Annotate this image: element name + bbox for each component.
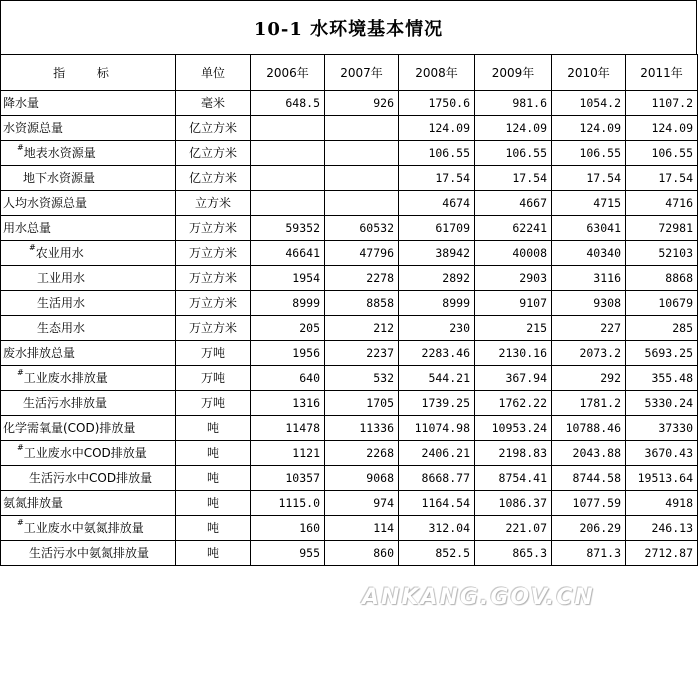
value-cell: 8999 (399, 291, 475, 316)
indicator-label: 生活污水中氨氮排放量 (29, 546, 150, 560)
value-cell: 2283.46 (399, 341, 475, 366)
value-cell: 8668.77 (399, 466, 475, 491)
value-cell: 206.29 (552, 516, 626, 541)
value-cell: 285 (626, 316, 698, 341)
value-cell: 2268 (325, 441, 399, 466)
value-cell: 8744.58 (552, 466, 626, 491)
value-cell: 17.54 (475, 166, 552, 191)
value-cell: 852.5 (399, 541, 475, 566)
value-cell: 61709 (399, 216, 475, 241)
value-cell: 11074.98 (399, 416, 475, 441)
value-cell: 106.55 (626, 141, 698, 166)
table-row (1, 216, 698, 241)
subitem-marker: # (17, 518, 24, 527)
indicator-label: 地表水资源量 (23, 146, 96, 160)
value-cell: 4715 (552, 191, 626, 216)
header-year: 2009年 (475, 55, 552, 91)
table-row (1, 441, 698, 466)
header-year: 2006年 (251, 55, 325, 91)
value-cell: 2406.21 (399, 441, 475, 466)
table-title: 10-1 水环境基本情况 (0, 0, 697, 54)
value-cell: 124.09 (399, 116, 475, 141)
value-cell: 47796 (325, 241, 399, 266)
value-cell: 5330.24 (626, 391, 698, 416)
value-cell: 9308 (552, 291, 626, 316)
indicator-label: 降水量 (3, 96, 40, 110)
unit-cell: 万立方米 (176, 316, 251, 341)
value-cell (251, 166, 325, 191)
value-cell: 11336 (325, 416, 399, 441)
value-cell: 62241 (475, 216, 552, 241)
value-cell: 292 (552, 366, 626, 391)
value-cell: 4667 (475, 191, 552, 216)
value-cell: 59352 (251, 216, 325, 241)
value-cell: 10953.24 (475, 416, 552, 441)
indicator-label: 地下水资源量 (23, 171, 96, 185)
indicator-cell (1, 91, 176, 116)
subitem-marker: # (17, 368, 24, 377)
header-year: 2008年 (399, 55, 475, 91)
value-cell: 1121 (251, 441, 325, 466)
value-cell: 10357 (251, 466, 325, 491)
indicator-label: 工业废水排放量 (23, 371, 108, 385)
unit-cell: 万立方米 (176, 266, 251, 291)
table-row (1, 191, 698, 216)
value-cell: 4674 (399, 191, 475, 216)
table-row (1, 391, 698, 416)
value-cell: 17.54 (552, 166, 626, 191)
value-cell: 3116 (552, 266, 626, 291)
indicator-cell (1, 116, 176, 141)
value-cell: 3670.43 (626, 441, 698, 466)
value-cell: 955 (251, 541, 325, 566)
header-indicator: 指 标 (1, 55, 176, 91)
indicator-label: 生活用水 (37, 296, 86, 310)
value-cell: 11478 (251, 416, 325, 441)
indicator-cell (1, 266, 176, 291)
value-cell: 1781.2 (552, 391, 626, 416)
unit-cell: 吨 (176, 416, 251, 441)
unit-cell: 万吨 (176, 391, 251, 416)
table-row (1, 141, 698, 166)
unit-cell: 万吨 (176, 341, 251, 366)
value-cell: 72981 (626, 216, 698, 241)
value-cell: 2892 (399, 266, 475, 291)
value-cell (325, 141, 399, 166)
value-cell: 106.55 (552, 141, 626, 166)
value-cell: 9107 (475, 291, 552, 316)
unit-cell: 亿立方米 (176, 166, 251, 191)
indicator-label: 生活污水中COD排放量 (29, 471, 153, 485)
indicator-label: 工业废水中氨氮排放量 (23, 521, 144, 535)
indicator-label: 工业用水 (37, 271, 86, 285)
indicator-cell (1, 241, 176, 266)
header-unit: 单位 (176, 55, 251, 91)
indicator-cell (1, 491, 176, 516)
value-cell: 40008 (475, 241, 552, 266)
value-cell: 8858 (325, 291, 399, 316)
indicator-cell (1, 216, 176, 241)
value-cell: 926 (325, 91, 399, 116)
value-cell: 981.6 (475, 91, 552, 116)
value-cell: 40340 (552, 241, 626, 266)
header-year: 2011年 (626, 55, 698, 91)
value-cell: 38942 (399, 241, 475, 266)
value-cell: 2130.16 (475, 341, 552, 366)
indicator-cell (1, 416, 176, 441)
value-cell: 1077.59 (552, 491, 626, 516)
table-row (1, 91, 698, 116)
value-cell: 860 (325, 541, 399, 566)
value-cell: 8868 (626, 266, 698, 291)
value-cell: 532 (325, 366, 399, 391)
unit-cell: 万立方米 (176, 241, 251, 266)
value-cell: 648.5 (251, 91, 325, 116)
table-row (1, 116, 698, 141)
table-row (1, 291, 698, 316)
value-cell: 2278 (325, 266, 399, 291)
indicator-label: 人均水资源总量 (3, 196, 88, 210)
value-cell: 17.54 (399, 166, 475, 191)
unit-cell: 亿立方米 (176, 141, 251, 166)
table-row (1, 241, 698, 266)
indicator-cell (1, 516, 176, 541)
indicator-cell (1, 466, 176, 491)
watermark-logo: ANKANG.GOV.CN (362, 585, 595, 610)
value-cell: 124.09 (552, 116, 626, 141)
value-cell: 355.48 (626, 366, 698, 391)
value-cell: 8999 (251, 291, 325, 316)
value-cell: 1107.2 (626, 91, 698, 116)
table-row (1, 266, 698, 291)
indicator-cell (1, 391, 176, 416)
value-cell: 1739.25 (399, 391, 475, 416)
value-cell: 1086.37 (475, 491, 552, 516)
value-cell (251, 116, 325, 141)
indicator-cell (1, 191, 176, 216)
table-row (1, 166, 698, 191)
value-cell (325, 191, 399, 216)
value-cell: 215 (475, 316, 552, 341)
unit-cell: 吨 (176, 516, 251, 541)
indicator-cell (1, 441, 176, 466)
value-cell: 9068 (325, 466, 399, 491)
value-cell: 114 (325, 516, 399, 541)
indicator-cell (1, 341, 176, 366)
value-cell: 4716 (626, 191, 698, 216)
value-cell: 227 (552, 316, 626, 341)
unit-cell: 万立方米 (176, 216, 251, 241)
value-cell: 871.3 (552, 541, 626, 566)
value-cell: 640 (251, 366, 325, 391)
indicator-label: 氨氮排放量 (3, 496, 64, 510)
value-cell: 2043.88 (552, 441, 626, 466)
value-cell: 1316 (251, 391, 325, 416)
value-cell: 46641 (251, 241, 325, 266)
value-cell: 4918 (626, 491, 698, 516)
value-cell: 10679 (626, 291, 698, 316)
indicator-cell (1, 291, 176, 316)
indicator-label: 用水总量 (3, 221, 52, 235)
value-cell: 1954 (251, 266, 325, 291)
value-cell: 1762.22 (475, 391, 552, 416)
value-cell: 230 (399, 316, 475, 341)
value-cell: 312.04 (399, 516, 475, 541)
table-row (1, 416, 698, 441)
value-cell: 37330 (626, 416, 698, 441)
table-row (1, 516, 698, 541)
unit-cell: 吨 (176, 466, 251, 491)
unit-cell: 吨 (176, 541, 251, 566)
value-cell: 1956 (251, 341, 325, 366)
value-cell: 1750.6 (399, 91, 475, 116)
value-cell: 865.3 (475, 541, 552, 566)
value-cell: 1054.2 (552, 91, 626, 116)
data-table (0, 54, 698, 566)
indicator-label: 工业废水中COD排放量 (23, 446, 147, 460)
table-row (1, 466, 698, 491)
table-row (1, 491, 698, 516)
value-cell: 106.55 (399, 141, 475, 166)
table-row (1, 341, 698, 366)
subitem-marker: # (17, 443, 24, 452)
value-cell: 60532 (325, 216, 399, 241)
value-cell (251, 191, 325, 216)
value-cell: 367.94 (475, 366, 552, 391)
value-cell: 2903 (475, 266, 552, 291)
value-cell: 124.09 (626, 116, 698, 141)
indicator-cell (1, 316, 176, 341)
unit-cell: 万吨 (176, 366, 251, 391)
value-cell: 1705 (325, 391, 399, 416)
value-cell: 106.55 (475, 141, 552, 166)
value-cell: 17.54 (626, 166, 698, 191)
value-cell: 8754.41 (475, 466, 552, 491)
indicator-label: 生态用水 (37, 321, 86, 335)
unit-cell: 立方米 (176, 191, 251, 216)
value-cell: 2712.87 (626, 541, 698, 566)
value-cell (251, 141, 325, 166)
indicator-label: 废水排放总量 (3, 346, 76, 360)
value-cell: 1164.54 (399, 491, 475, 516)
value-cell: 124.09 (475, 116, 552, 141)
value-cell: 2198.83 (475, 441, 552, 466)
value-cell: 2073.2 (552, 341, 626, 366)
value-cell (325, 116, 399, 141)
header-row (1, 55, 698, 91)
indicator-label: 农业用水 (35, 246, 84, 260)
value-cell: 19513.64 (626, 466, 698, 491)
indicator-cell (1, 541, 176, 566)
value-cell: 212 (325, 316, 399, 341)
table-row (1, 366, 698, 391)
value-cell: 52103 (626, 241, 698, 266)
value-cell: 1115.0 (251, 491, 325, 516)
value-cell: 544.21 (399, 366, 475, 391)
header-year: 2010年 (552, 55, 626, 91)
indicator-label: 水资源总量 (3, 121, 64, 135)
unit-cell: 亿立方米 (176, 116, 251, 141)
table-row (1, 316, 698, 341)
value-cell: 221.07 (475, 516, 552, 541)
indicator-label: 化学需氧量(COD)排放量 (3, 421, 136, 435)
value-cell: 974 (325, 491, 399, 516)
table-body (1, 91, 698, 566)
indicator-cell (1, 141, 176, 166)
indicator-cell (1, 166, 176, 191)
unit-cell: 万立方米 (176, 291, 251, 316)
unit-cell: 毫米 (176, 91, 251, 116)
value-cell: 10788.46 (552, 416, 626, 441)
value-cell: 246.13 (626, 516, 698, 541)
value-cell: 160 (251, 516, 325, 541)
value-cell: 5693.25 (626, 341, 698, 366)
subitem-marker: # (17, 143, 24, 152)
value-cell: 63041 (552, 216, 626, 241)
value-cell: 2237 (325, 341, 399, 366)
value-cell: 205 (251, 316, 325, 341)
table-row (1, 541, 698, 566)
value-cell (325, 166, 399, 191)
unit-cell: 吨 (176, 491, 251, 516)
indicator-label: 生活污水排放量 (23, 396, 108, 410)
indicator-cell (1, 366, 176, 391)
subitem-marker: # (29, 243, 36, 252)
unit-cell: 吨 (176, 441, 251, 466)
header-year: 2007年 (325, 55, 399, 91)
